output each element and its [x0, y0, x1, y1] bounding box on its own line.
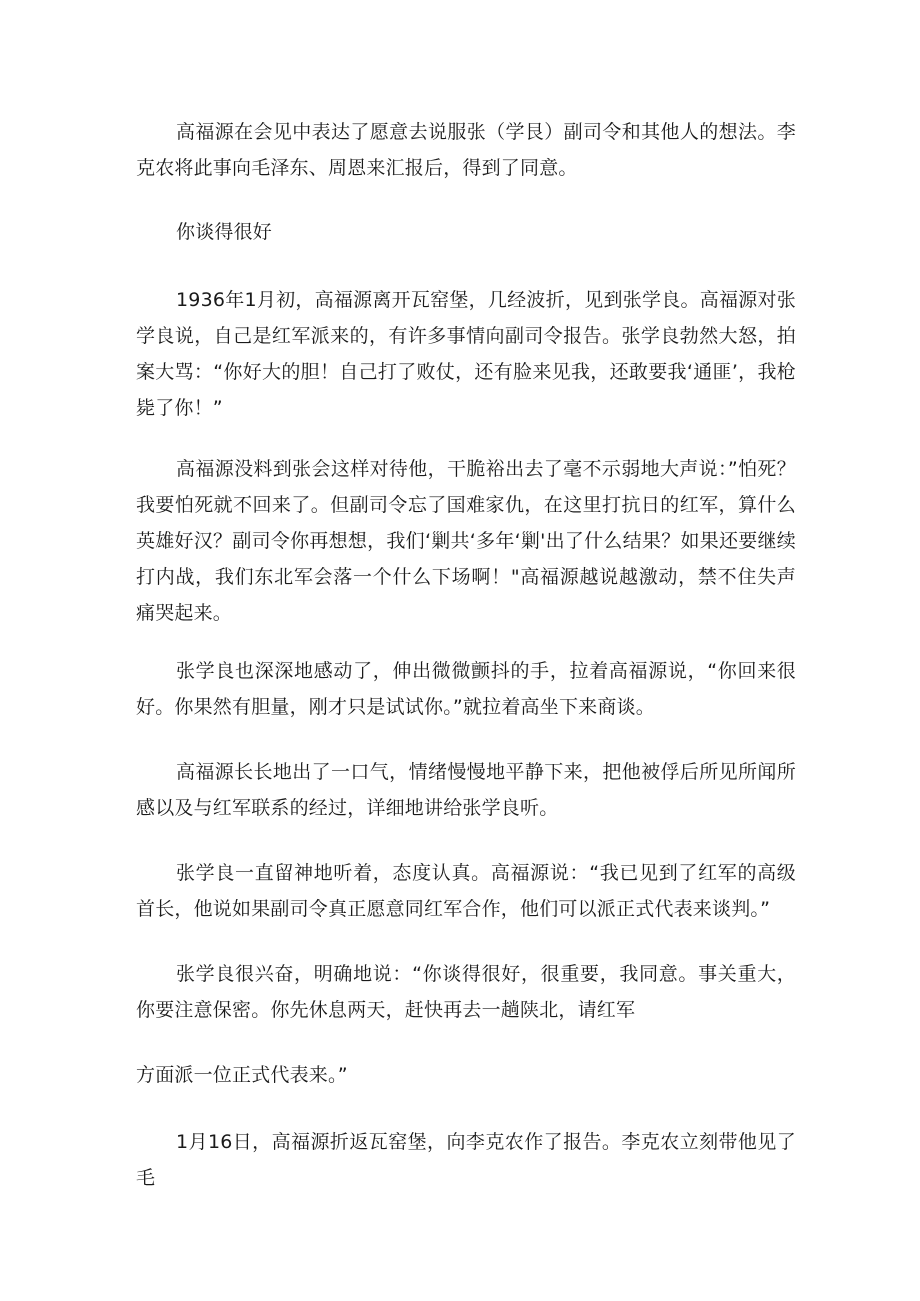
paragraph-2: 1936年1月初，高福源离开瓦窑堡，几经波折，见到张学良。高福源对张学良说，自己是红军派来的，有许多事情向副司令报告。张学良勃然大怒，拍案大骂：“你好大的胆！自己打了败仗，还有脸来见我，还敢要我‘通匪’，我枪毙了你！” — [136, 289, 796, 419]
paragraph-3: 高福源没料到张会这样对待他，干脆裕出去了毫不示弱地大声说：”怕死？我要怕死就不回来了。但副司令忘了国难家仇，在这里打抗日的红军，算什么英雄好汉？副司令你再想想，我们‘剿共‘多年‘剿'出了什么结果？如果还要继续打内战，我们东北军会落一个什么下场啊！"高福源越说越激动，禁不住失声痛哭起来。 — [136, 458, 796, 624]
section-heading: 你谈得很好 — [176, 221, 273, 243]
paragraph-7-continuation: 方面派一位正式代表来。” — [136, 1064, 348, 1086]
paragraph-5: 高福源长长地出了一口气，情绪慢慢地平静下来，把他被俘后所见所闻所感以及与红军联系的经过，详细地讲给张学良听。 — [136, 761, 796, 819]
paragraph-7: 张学良很兴奋，明确地说：“你谈得很好，很重要，我同意。事关重大，你要注意保密。你先休息两天，赶快再去一趟陕北，请红军 — [136, 963, 796, 1021]
paragraph-6: 张学良一直留神地听着，态度认真。高福源说：“我已见到了红军的高级首长，他说如果副司令真正愿意同红军合作，他们可以派正式代表来谈判。” — [136, 862, 796, 920]
paragraph-1: 高福源在会见中表达了愿意去说服张（学艮）副司令和其他人的想法。李克农将此事向毛泽东、周恩来汇报后，得到了同意。 — [136, 121, 796, 179]
paragraph-4: 张学良也深深地感动了，伸出微微颤抖的手，拉着高福源说，“你回来很好。你果然有胆量，刚才只是试试你。”就拉着高坐下来商谈。 — [136, 660, 796, 718]
paragraph-8: 1月16日，高福源折返瓦窑堡，向李克农作了报告。李克农立刻带他见了毛 — [136, 1131, 796, 1189]
